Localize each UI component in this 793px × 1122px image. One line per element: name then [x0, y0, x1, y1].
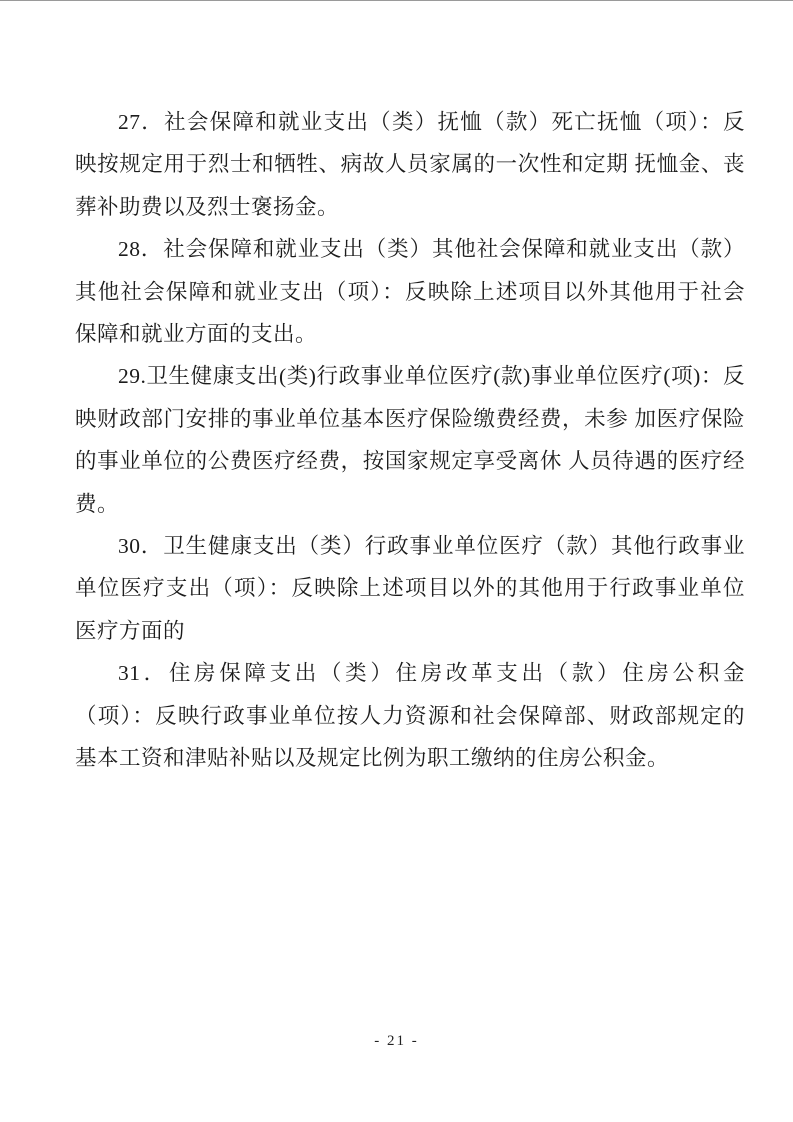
- paragraph-item-29: 29.卫生健康支出(类)行政事业单位医疗(款)事业单位医疗(项)：反映财政部门安排的事业单位基本医疗保险缴费经费，未参 加医疗保险的事业单位的公费医疗经费，按国家规定享受离休 人员待遇的医疗经费。: [75, 364, 745, 516]
- paragraph-item-28: 28．社会保障和就业支出（类）其他社会保障和就业支出（款）其他社会保障和就业支出（项）：反映除上述项目以外其他用于社会保障和就业方面的支出。: [75, 237, 745, 347]
- paragraph-item-30: 30．卫生健康支出（类）行政事业单位医疗（款）其他行政事业单位医疗支出（项）：反映除上述项目以外的其他用于行政事业单位医疗方面的: [75, 534, 745, 643]
- paragraph-item-27: 27．社会保障和就业支出（类）抚恤（款）死亡抚恤（项）：反映按规定用于烈士和牺牲、病故人员家属的一次性和定期 抚恤金、丧葬补助费以及烈士褒扬金。: [75, 110, 745, 219]
- scan-edge-line: [0, 0, 793, 1]
- paragraph-item-31: 31．住房保障支出（类）住房改革支出（款）住房公积金（项）：反映行政事业单位按人力资源和社会保障部、财政部规定的 基本工资和津贴补贴以及规定比例为职工缴纳的住房公积金。: [75, 661, 745, 771]
- page-number: - 21 -: [374, 1033, 419, 1049]
- document-body: [75, 101, 745, 780]
